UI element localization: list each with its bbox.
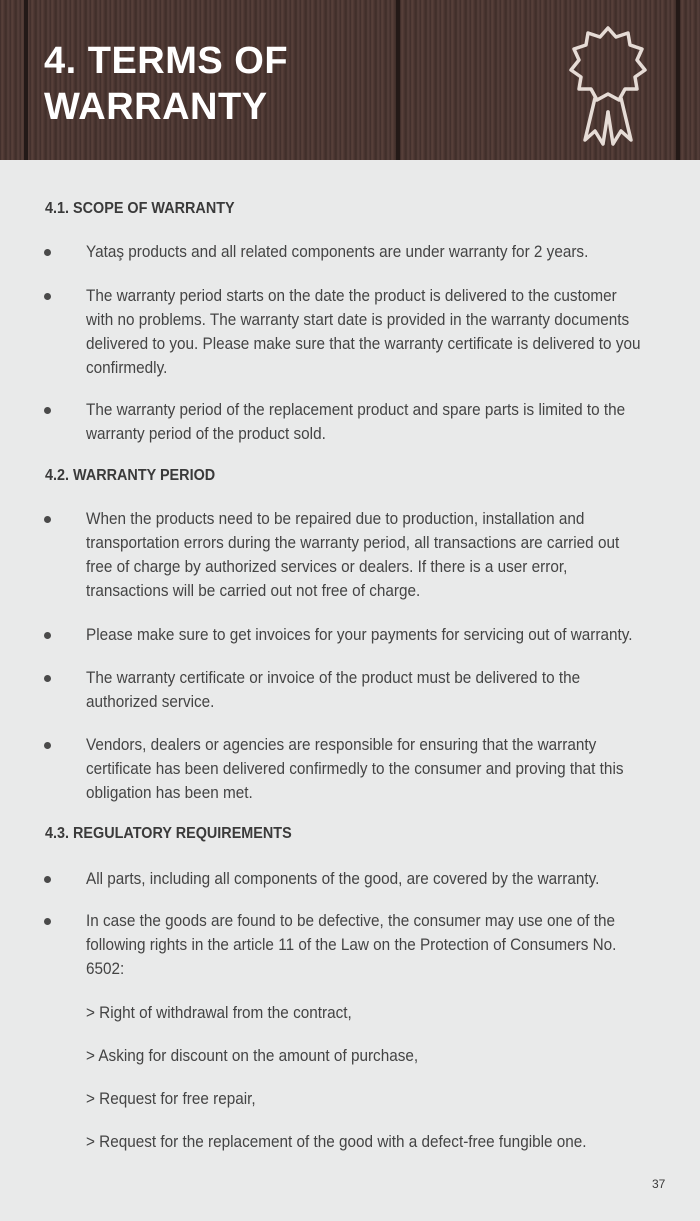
- page-title-line2: WARRANTY: [44, 86, 268, 128]
- wood-seam: [396, 0, 400, 160]
- section-heading-regulatory: 4.3. REGULATORY REQUIREMENTS: [45, 825, 292, 842]
- bullet-dot: [44, 249, 51, 256]
- bullet-dot: [44, 742, 51, 749]
- list-item: When the products need to be repaired due to production, installation and transportation errors during the warranty period, all transactions are carried out free of charge by authorized services or dealers. If there is a user error, transactions will be carried out not free of charge.: [86, 509, 620, 600]
- bullet-dot: [44, 632, 51, 639]
- page-number: 37: [652, 1177, 666, 1191]
- page-title-line1: 4. TERMS OF: [44, 40, 289, 82]
- page-header: [0, 0, 700, 160]
- list-item: In case the goods are found to be defective, the consumer may use one of the following rights in the article 11 of the Law on the Protection of Consumers No. 6502:: [86, 911, 617, 978]
- list-item: The warranty certificate or invoice of the product must be delivered to the authorized service.: [86, 668, 581, 711]
- bullet-dot: [44, 407, 51, 414]
- sub-list-item: > Right of withdrawal from the contract,: [86, 1003, 352, 1022]
- list-item: Please make sure to get invoices for your payments for servicing out of warranty.: [86, 625, 633, 644]
- list-item: Vendors, dealers or agencies are responsible for ensuring that the warranty certificate has been delivered confirmedly to the consumer and proving that this obligation has been met.: [86, 735, 624, 802]
- bullet-dot: [44, 293, 51, 300]
- sub-list-item: > Request for the replacement of the good with a defect-free fungible one.: [86, 1132, 587, 1151]
- sub-list-item: > Request for free repair,: [86, 1089, 256, 1108]
- sub-list-item: > Asking for discount on the amount of purchase,: [86, 1046, 419, 1065]
- section-heading-scope: 4.1. SCOPE OF WARRANTY: [45, 200, 235, 217]
- bullet-dot: [44, 876, 51, 883]
- section-heading-period: 4.2. WARRANTY PERIOD: [45, 467, 216, 484]
- list-item: All parts, including all components of the good, are covered by the warranty.: [86, 869, 600, 888]
- wood-seam: [676, 0, 680, 160]
- bullet-dot: [44, 918, 51, 925]
- bullet-dot: [44, 675, 51, 682]
- page-title: [44, 38, 288, 130]
- bullet-dot: [44, 516, 51, 523]
- list-item: The warranty period of the replacement product and spare parts is limited to the warranty period of the product sold.: [86, 400, 626, 443]
- award-ribbon-icon: [564, 24, 652, 148]
- list-item: Yataş products and all related components are under warranty for 2 years.: [86, 242, 589, 261]
- list-item: The warranty period starts on the date the product is delivered to the customer with no problems. The warranty start date is provided in the warranty documents delivered to you. Please make sure that the warranty certificate is delivered to you confirmedly.: [86, 286, 641, 377]
- wood-seam: [24, 0, 28, 160]
